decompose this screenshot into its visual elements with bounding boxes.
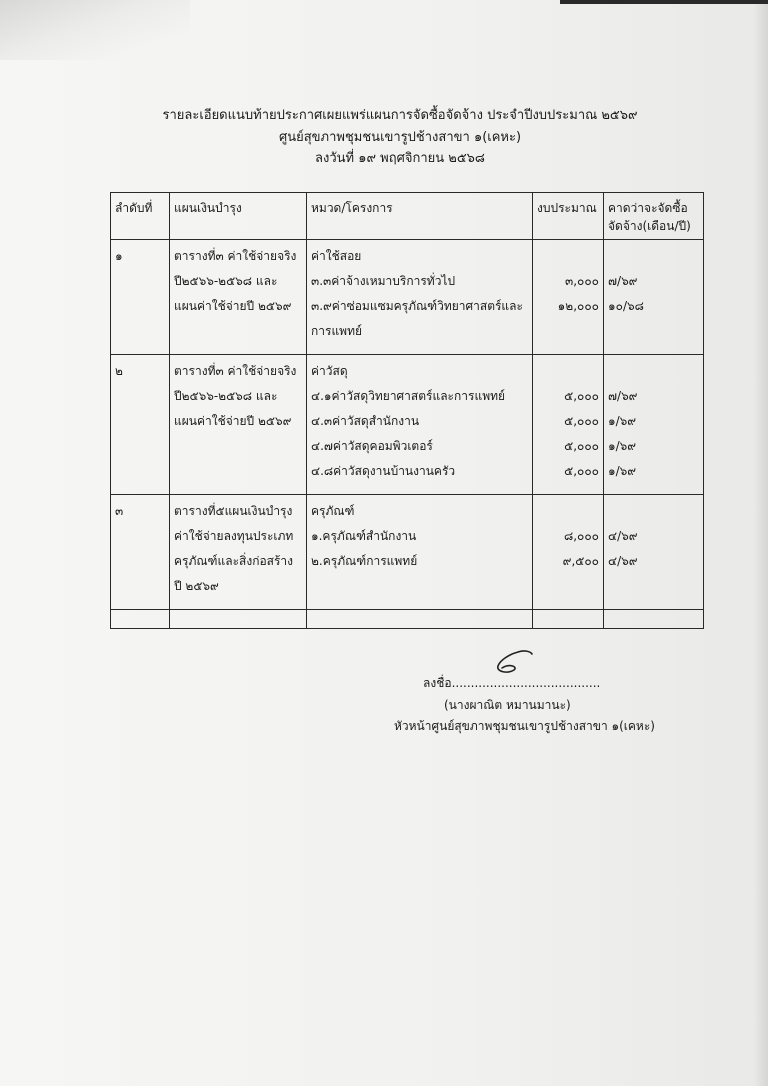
- row-plan: [170, 355, 307, 495]
- item-name: ๓.๙ค่าซ่อมแซมครุภัณฑ์วิทยาศาสตร์และ: [311, 299, 523, 313]
- item-budget: ๕,๐๐๐: [564, 414, 599, 428]
- item-name: ๑.ครุภัณฑ์สำนักงาน: [311, 529, 417, 543]
- category-title: ค่าวัสดุ: [311, 364, 348, 378]
- document-title: รายละเอียดแนบท้ายประกาศเผยแพร่แผนการจัดซื้อจัดจ้าง ประจำปีงบประมาณ ๒๕๖๙: [162, 108, 638, 123]
- item-date: ๗/๖๙: [608, 274, 638, 288]
- category-title: ครุภัณฑ์: [311, 504, 355, 518]
- item-date: ๑๐/๖๘: [608, 299, 644, 313]
- row-expected-date: [604, 495, 704, 610]
- table-row-empty: [111, 610, 704, 629]
- item-name: ๒.ครุภัณฑ์การแพทย์: [311, 554, 418, 568]
- page-edge-shadow: [754, 0, 768, 1086]
- category-title: ค่าใช้สอย: [311, 249, 362, 263]
- header-plan: แผนเงินบำรุง: [170, 193, 307, 240]
- row-expected-date: [604, 240, 704, 355]
- item-budget: ๕,๐๐๐: [564, 389, 599, 403]
- header-expected-line2: จัดจ้าง(เดือน/ปี): [608, 219, 691, 233]
- signer-position: หัวหน้าศูนย์สุขภาพชุมชนเขารูปช้างสาขา ๑(เคหะ): [394, 719, 655, 733]
- row-order: ๑: [111, 240, 170, 355]
- plan-line: ปี ๒๕๖๙: [174, 579, 219, 593]
- plan-line: ตารางที่๕แผนเงินบำรุง: [174, 504, 293, 518]
- item-budget: ๕,๐๐๐: [564, 464, 599, 478]
- plan-line: แผนค่าใช้จ่ายปี ๒๕๖๙: [174, 414, 292, 428]
- page-top-edge: [560, 0, 768, 4]
- item-name: ๔.๘ค่าวัสดุงานบ้านงานครัว: [311, 464, 456, 478]
- table-header-row: [111, 193, 704, 240]
- row-order: ๓: [111, 495, 170, 610]
- plan-line: แผนค่าใช้จ่ายปี ๒๕๖๙: [174, 299, 292, 313]
- item-budget: ๕,๐๐๐: [564, 439, 599, 453]
- row-order: ๒: [111, 355, 170, 495]
- plan-line: ปี๒๕๖๖-๒๕๖๘ และ: [174, 389, 278, 403]
- plan-line: ตารางที่๓ ค่าใช้จ่ายจริง: [174, 364, 297, 378]
- item-date: ๔/๖๙: [608, 529, 638, 543]
- header-budget: งบประมาณ: [533, 193, 604, 240]
- row-category: [307, 355, 533, 495]
- plan-line: ครุภัณฑ์และสิ่งก่อสร้าง: [174, 554, 294, 568]
- item-date: ๔/๖๙: [608, 554, 638, 568]
- header-expected-line1: คาดว่าจะจัดซื้อ: [608, 201, 688, 215]
- item-name: ๔.๓ค่าวัสดุสำนักงาน: [311, 414, 420, 428]
- item-budget: ๘,๐๐๐: [563, 529, 599, 543]
- row-budget: [533, 355, 604, 495]
- item-budget: ๓,๐๐๐: [565, 274, 599, 288]
- plan-line: ค่าใช้จ่ายลงทุนประเภท: [174, 529, 294, 543]
- item-date: ๑/๖๙: [608, 414, 637, 428]
- header-category: หมวด/โครงการ: [307, 193, 533, 240]
- page-corner-fold: [0, 0, 190, 60]
- table-row: [111, 495, 704, 610]
- organization-name: ศูนย์สุขภาพชุมชนเขารูปช้างสาขา ๑(เคหะ): [278, 130, 522, 145]
- signer-name: (นางผาณิต หมานมานะ): [444, 698, 571, 712]
- item-budget: ๙,๕๐๐: [562, 554, 599, 568]
- row-category: [307, 495, 533, 610]
- row-category: [307, 240, 533, 355]
- header-expected: [604, 193, 704, 240]
- item-budget: ๑๒,๐๐๐: [557, 299, 599, 313]
- table-row: [111, 355, 704, 495]
- header-order: ลำดับที่: [111, 193, 170, 240]
- procurement-plan-table: [110, 192, 704, 629]
- row-budget: [533, 495, 604, 610]
- row-plan: [170, 495, 307, 610]
- item-name: ๔.๑ค่าวัสดุวิทยาศาสตร์และการแพทย์: [311, 389, 506, 403]
- row-budget: [533, 240, 604, 355]
- row-plan: [170, 240, 307, 355]
- item-name: ๔.๗ค่าวัสดุคอมพิวเตอร์: [311, 439, 433, 453]
- signature-label: ลงชื่อ.......................................: [423, 676, 601, 690]
- plan-line: ตารางที่๓ ค่าใช้จ่ายจริง: [174, 249, 297, 263]
- item-date: ๑/๖๙: [608, 464, 637, 478]
- item-name-continued: การแพทย์: [311, 324, 363, 338]
- item-name: ๓.๓ค่าจ้างเหมาบริการทั่วไป: [311, 274, 456, 288]
- row-expected-date: [604, 355, 704, 495]
- item-date: ๑/๖๙: [608, 439, 637, 453]
- document-date: ลงวันที่ ๑๙ พฤศจิกายน ๒๕๖๘: [315, 151, 485, 166]
- item-date: ๗/๖๙: [608, 389, 638, 403]
- plan-line: ปี๒๕๖๖-๒๕๖๘ และ: [174, 274, 278, 288]
- table-row: [111, 240, 704, 355]
